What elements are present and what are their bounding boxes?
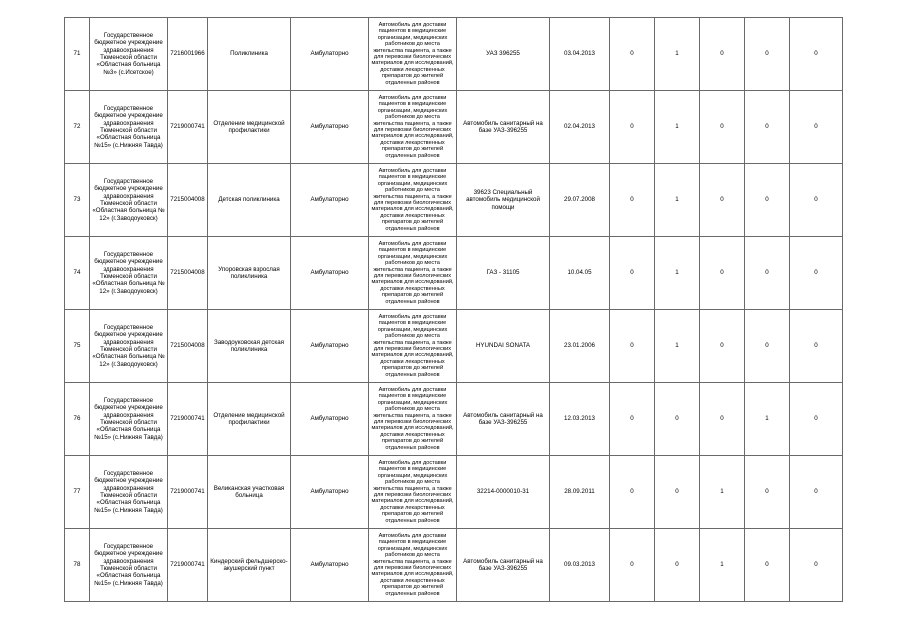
organization-cell: Государственное бюджетное учреждение здравоохранения Тюменской области «Областная больница №15» (с.Нижняя Тавда) — [90, 383, 168, 456]
table-row — [65, 310, 843, 383]
organization-cell: Государственное бюджетное учреждение здравоохранения Тюменской области «Областная больница №15» (с.Нижняя Тавда) — [90, 91, 168, 164]
count-cell: 0 — [745, 310, 790, 383]
department-cell: Киндерский фельдшерско-акушерский пункт — [208, 529, 291, 602]
table-row — [65, 18, 843, 91]
count-cell: 0 — [610, 529, 655, 602]
count-cell: 1 — [700, 456, 745, 529]
organization-cell: Государственное бюджетное учреждение здравоохранения Тюменской области «Областная больница №15» (с.Нижняя Тавда) — [90, 529, 168, 602]
inn-cell: 7215004008 — [168, 237, 208, 310]
organization-cell: Государственное бюджетное учреждение здравоохранения Тюменской области «Областная больница №3» (с.Исетское) — [90, 18, 168, 91]
row-number-cell: 75 — [65, 310, 90, 383]
row-number-cell: 76 — [65, 383, 90, 456]
department-cell: Поликлиника — [208, 18, 291, 91]
care-type-cell: Амбулаторно — [291, 310, 369, 383]
inn-cell: 7215004008 — [168, 310, 208, 383]
count-cell: 0 — [655, 383, 700, 456]
registration-date-cell: 03.04.2013 — [550, 18, 610, 91]
vehicle-purpose-cell: Автомобиль для доставки пациентов в медицинские организации, медицинских работников до места жительства пациента, а также для перевозки биологических материалов для исследований, доставки лекарственных препаратов до жителей отдаленных районов — [369, 91, 457, 164]
row-number-cell: 71 — [65, 18, 90, 91]
count-cell: 0 — [700, 383, 745, 456]
count-cell: 0 — [745, 164, 790, 237]
organization-cell: Государственное бюджетное учреждение здравоохранения Тюменской области «Областная больница № 12» (г.Заводоуковск) — [90, 310, 168, 383]
count-cell: 0 — [790, 383, 843, 456]
care-type-cell: Амбулаторно — [291, 164, 369, 237]
registration-date-cell: 02.04.2013 — [550, 91, 610, 164]
vehicle-purpose-cell: Автомобиль для доставки пациентов в медицинские организации, медицинских работников до места жительства пациента, а также для перевозки биологических материалов для исследований, доставки лекарственных препаратов до жителей отдаленных районов — [369, 310, 457, 383]
table-body — [65, 18, 843, 602]
vehicle-model-cell: Автомобиль санитарный на базе УАЗ-396255 — [457, 91, 550, 164]
count-cell: 0 — [745, 18, 790, 91]
vehicle-model-cell: УАЗ 396255 — [457, 18, 550, 91]
count-cell: 1 — [655, 310, 700, 383]
care-type-cell: Амбулаторно — [291, 456, 369, 529]
count-cell: 0 — [610, 18, 655, 91]
vehicle-model-cell: HYUNDAI SONATA — [457, 310, 550, 383]
count-cell: 0 — [745, 91, 790, 164]
registration-date-cell: 12.03.2013 — [550, 383, 610, 456]
care-type-cell: Амбулаторно — [291, 18, 369, 91]
department-cell: Отделение медицинской профилактики — [208, 91, 291, 164]
inn-cell: 7219000741 — [168, 456, 208, 529]
department-cell: Великанская участковая больница — [208, 456, 291, 529]
care-type-cell: Амбулаторно — [291, 383, 369, 456]
row-number-cell: 74 — [65, 237, 90, 310]
count-cell: 0 — [610, 91, 655, 164]
count-cell: 0 — [610, 310, 655, 383]
count-cell: 0 — [700, 310, 745, 383]
count-cell: 0 — [610, 456, 655, 529]
count-cell: 0 — [790, 237, 843, 310]
count-cell: 0 — [610, 164, 655, 237]
count-cell: 1 — [655, 18, 700, 91]
vehicle-model-cell: 39623 Специальный автомобиль медицинской помощи — [457, 164, 550, 237]
count-cell: 0 — [700, 164, 745, 237]
count-cell: 0 — [790, 310, 843, 383]
registration-date-cell: 09.03.2013 — [550, 529, 610, 602]
row-number-cell: 73 — [65, 164, 90, 237]
vehicle-registry-table — [64, 17, 843, 602]
vehicle-model-cell: ГАЗ - 31105 — [457, 237, 550, 310]
count-cell: 0 — [700, 91, 745, 164]
row-number-cell: 77 — [65, 456, 90, 529]
count-cell: 0 — [790, 164, 843, 237]
count-cell: 0 — [790, 529, 843, 602]
table-row — [65, 164, 843, 237]
row-number-cell: 78 — [65, 529, 90, 602]
count-cell: 1 — [655, 91, 700, 164]
count-cell: 1 — [655, 164, 700, 237]
vehicle-purpose-cell: Автомобиль для доставки пациентов в медицинские организации, медицинских работников до места жительства пациента, а также для перевозки биологических материалов для исследований, доставки лекарственных препаратов до жителей отдаленных районов — [369, 18, 457, 91]
department-cell: Заводоуковская детская поликлиника — [208, 310, 291, 383]
table-row — [65, 91, 843, 164]
registration-date-cell: 29.07.2008 — [550, 164, 610, 237]
registration-date-cell: 28.09.2011 — [550, 456, 610, 529]
count-cell: 0 — [655, 456, 700, 529]
count-cell: 0 — [745, 456, 790, 529]
table-row — [65, 383, 843, 456]
vehicle-model-cell: Автомобиль санитарный на базе УАЗ-396255 — [457, 529, 550, 602]
count-cell: 0 — [745, 237, 790, 310]
care-type-cell: Амбулаторно — [291, 91, 369, 164]
inn-cell: 7219000741 — [168, 529, 208, 602]
count-cell: 0 — [745, 529, 790, 602]
vehicle-purpose-cell: Автомобиль для доставки пациентов в медицинские организации, медицинских работников до места жительства пациента, а также для перевозки биологических материалов для исследований, доставки лекарственных препаратов до жителей отдаленных районов — [369, 164, 457, 237]
vehicle-purpose-cell: Автомобиль для доставки пациентов в медицинские организации, медицинских работников до места жительства пациента, а также для перевозки биологических материалов для исследований, доставки лекарственных препаратов до жителей отдаленных районов — [369, 237, 457, 310]
count-cell: 0 — [700, 18, 745, 91]
inn-cell: 7215004008 — [168, 164, 208, 237]
vehicle-model-cell: 32214-0000010-31 — [457, 456, 550, 529]
count-cell: 1 — [655, 237, 700, 310]
vehicle-purpose-cell: Автомобиль для доставки пациентов в медицинские организации, медицинских работников до места жительства пациента, а также для перевозки биологических материалов для исследований, доставки лекарственных препаратов до жителей отдаленных районов — [369, 383, 457, 456]
count-cell: 0 — [610, 383, 655, 456]
organization-cell: Государственное бюджетное учреждение здравоохранения Тюменской области «Областная больница № 12» (г.Заводоуковск) — [90, 237, 168, 310]
department-cell: Детская поликлиника — [208, 164, 291, 237]
table-row — [65, 456, 843, 529]
count-cell: 0 — [790, 456, 843, 529]
count-cell: 1 — [745, 383, 790, 456]
inn-cell: 7216001966 — [168, 18, 208, 91]
vehicle-purpose-cell: Автомобиль для доставки пациентов в медицинские организации, медицинских работников до места жительства пациента, а также для перевозки биологических материалов для исследований, доставки лекарственных препаратов до жителей отдаленных районов — [369, 529, 457, 602]
department-cell: Упоровская взрослая поликлиника — [208, 237, 291, 310]
organization-cell: Государственное бюджетное учреждение здравоохранения Тюменской области «Областная больница № 12» (г.Заводоуковск) — [90, 164, 168, 237]
count-cell: 0 — [700, 237, 745, 310]
table-row — [65, 529, 843, 602]
count-cell: 1 — [700, 529, 745, 602]
care-type-cell: Амбулаторно — [291, 529, 369, 602]
inn-cell: 7219000741 — [168, 91, 208, 164]
department-cell: Отделение медицинской профилактики — [208, 383, 291, 456]
count-cell: 0 — [790, 91, 843, 164]
row-number-cell: 72 — [65, 91, 90, 164]
registration-date-cell: 23.01.2006 — [550, 310, 610, 383]
count-cell: 0 — [790, 18, 843, 91]
count-cell: 0 — [610, 237, 655, 310]
registration-date-cell: 10.04.05 — [550, 237, 610, 310]
organization-cell: Государственное бюджетное учреждение здравоохранения Тюменской области «Областная больница №15» (с.Нижняя Тавда) — [90, 456, 168, 529]
vehicle-purpose-cell: Автомобиль для доставки пациентов в медицинские организации, медицинских работников до места жительства пациента, а также для перевозки биологических материалов для исследований, доставки лекарственных препаратов до жителей отдаленных районов — [369, 456, 457, 529]
table-row — [65, 237, 843, 310]
care-type-cell: Амбулаторно — [291, 237, 369, 310]
vehicle-model-cell: Автомобиль санитарный на базе УАЗ-396255 — [457, 383, 550, 456]
inn-cell: 7219000741 — [168, 383, 208, 456]
count-cell: 0 — [655, 529, 700, 602]
